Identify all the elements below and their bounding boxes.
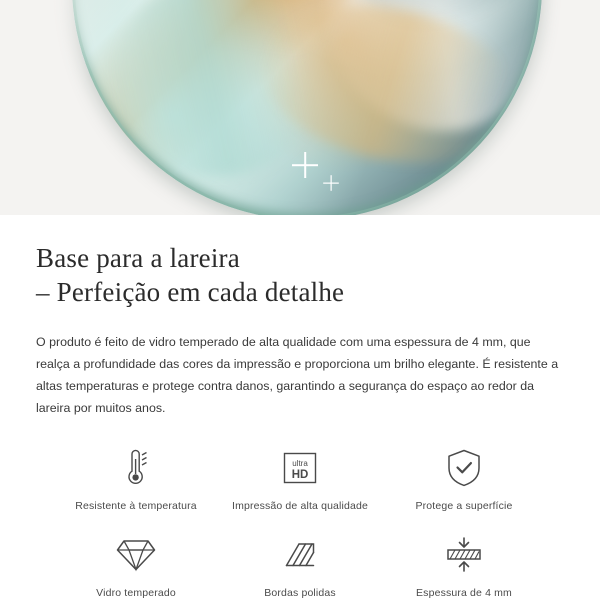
glass-plate-image — [72, 0, 542, 215]
feature-label: Protege a superfície — [415, 500, 513, 512]
feature-item-polished-edges — [218, 532, 382, 599]
page-title-line-2: – Perfeição em cada detalhe — [36, 277, 345, 307]
page-title — [36, 241, 564, 309]
description-content — [0, 215, 600, 599]
polished-edges-icon — [280, 532, 320, 578]
hero-product-image — [0, 0, 600, 215]
feature-label: Espessura de 4 mm — [416, 587, 512, 599]
feature-label: Impressão de alta qualidade — [232, 500, 368, 512]
feature-list — [36, 445, 564, 599]
thickness-arrows-icon — [443, 532, 485, 578]
description-paragraph: O produto é feito de vidro temperado de alta qualidade com uma espessura de 4 mm, que realça a profundidade das cores da impressão e proporciona um brilho elegante. É resistente a altas temperaturas e protege contra danos, garantindo a segurança do espaço ao redor da lareira por muitos anos. — [36, 335, 559, 415]
svg-text:HD: HD — [291, 469, 309, 481]
feature-label: Resistente à temperatura — [75, 500, 197, 512]
feature-item-temperature — [54, 445, 218, 512]
feature-item-thickness — [382, 532, 546, 599]
feature-item-tempered-glass — [54, 532, 218, 599]
page-title-line-1: Base para a lareira — [36, 243, 240, 273]
thermometer-icon — [119, 445, 153, 491]
feature-item-surface-protection — [382, 445, 546, 512]
feature-item-print-quality — [218, 445, 382, 512]
shield-check-icon — [445, 445, 483, 491]
feature-label: Bordas polidas — [264, 587, 336, 599]
svg-text:ultra: ultra — [292, 459, 308, 468]
ultra-hd-icon — [280, 445, 320, 491]
diamond-icon — [115, 532, 157, 578]
feature-label: Vidro temperado — [96, 587, 176, 599]
